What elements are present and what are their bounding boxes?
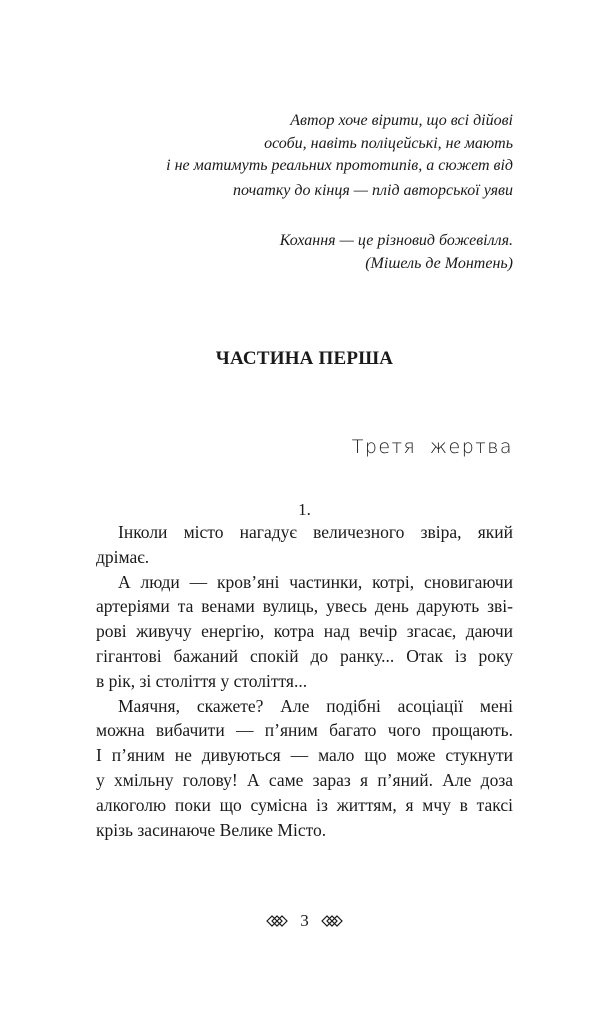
part-title: ЧАСТИНА ПЕРША: [215, 348, 394, 369]
epigraph-disclaimer: [93, 110, 513, 202]
text-line: алкоголю поки що сумісна із життям, я мчу в таксі: [96, 794, 513, 815]
epigraph-line: особи, навіть поліцейські, не мають: [264, 134, 513, 152]
epigraph-line: початку до кінця — плід авторської уяви: [233, 181, 513, 199]
epigraph-attribution: (Мішель де Монтень): [365, 254, 513, 272]
text-line: гігантові бажаний спокій до ранку... Отак із року: [96, 645, 513, 666]
section-number: 1.: [298, 500, 311, 519]
epigraph-line: і не матимуть реальних прототипів, а сюжет від: [166, 157, 513, 174]
text-line: в рік, зі століття у століття...: [96, 670, 308, 691]
ornament-icon: [321, 912, 343, 932]
text-line: А люди — кров’яні частинки, котрі, сновигаючи: [118, 571, 513, 592]
chapter-title: Третя жертва: [351, 436, 513, 458]
page-footer: [0, 911, 609, 932]
text-line: артеріями та венами вулиць, увесь день дарують зві-: [96, 596, 513, 617]
text-line: Маячня, скажете? Але подібні асоціації мені: [118, 695, 513, 716]
text-line: дрімає.: [96, 546, 150, 567]
text-line: Інколи місто нагадує величезного звіра, який: [118, 522, 513, 542]
text-line: крізь засинаюче Велике Місто.: [96, 819, 327, 840]
text-line: рові живучу енергію, котра над вечір згасає, даючи: [96, 621, 513, 642]
text-line: можна вибачити — п’яним багато чого прощають.: [96, 720, 513, 741]
text-line: І п’яним не дивуються — мало що може стукнути: [96, 745, 513, 766]
text-line: у хмільну голову! А саме зараз я п’яний. Але доза: [96, 769, 513, 790]
epigraph-quote: [93, 230, 513, 275]
body-text: [96, 520, 513, 842]
epigraph-line: Автор хоче вірити, що всі дійові: [290, 112, 513, 129]
epigraph-line: Кохання — це різновид божевілля.: [279, 232, 513, 249]
ornament-icon: [266, 912, 288, 932]
page-number: 3: [300, 911, 309, 930]
